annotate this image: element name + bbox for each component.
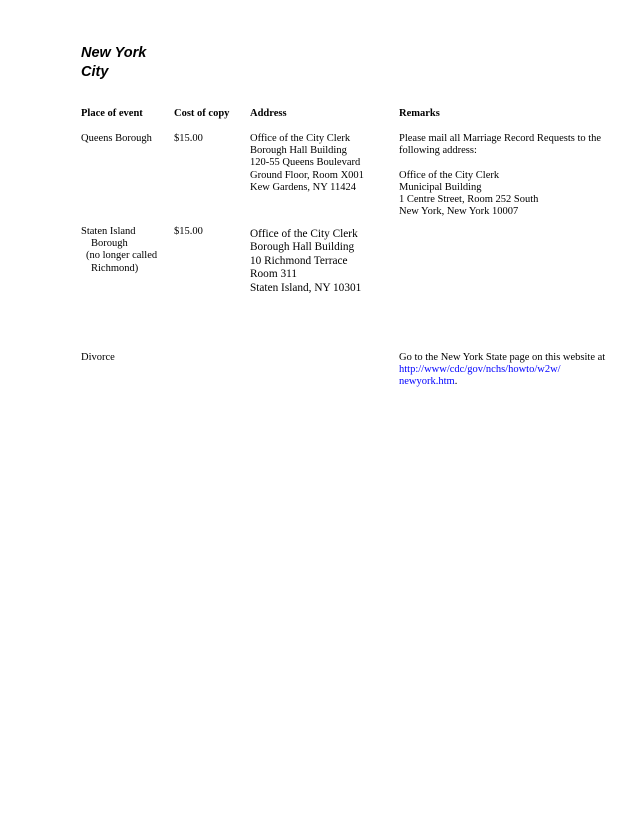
row-queens-address xyxy=(250,133,398,194)
place-line: Queens Borough xyxy=(81,133,152,144)
link-suffix: . xyxy=(454,376,458,388)
address-line: Kew Gardens, NY 11424 xyxy=(250,181,356,193)
remarks-line: Go to the New York State page on this website at xyxy=(399,352,606,363)
address-line: Borough Hall Building xyxy=(250,241,355,254)
header-remarks: Remarks xyxy=(399,108,440,119)
page-title-line: City xyxy=(81,64,109,80)
remarks-line: Please mail all Marriage Record Requests to the xyxy=(399,133,602,144)
nchs-link-url[interactable]: http://www/cdc/gov/nchs/howto/w2w/ xyxy=(399,364,561,376)
remarks-link-line[interactable] xyxy=(399,364,614,376)
row-staten-island-cost xyxy=(174,226,246,238)
cost-value: $15.00 xyxy=(174,133,203,144)
remarks-line: Municipal Building xyxy=(399,181,482,193)
remarks-blank-line xyxy=(399,157,614,169)
place-line: Divorce xyxy=(81,352,115,363)
remarks-line: 1 Centre Street, Room 252 South xyxy=(399,194,539,205)
remarks-link-line[interactable] xyxy=(399,376,614,388)
remarks-line: New York, New York 10007 xyxy=(399,206,519,218)
address-line: Office of the City Clerk xyxy=(250,228,358,240)
address-line: 10 Richmond Terrace xyxy=(250,254,348,267)
header-place-of-event: Place of event xyxy=(81,108,143,119)
nchs-link-url-continued[interactable]: newyork.htm xyxy=(399,376,455,388)
remarks-line: following address: xyxy=(399,145,477,157)
address-line: Borough Hall Building xyxy=(250,145,347,157)
place-line: Richmond) xyxy=(91,262,139,274)
place-line: Staten Island xyxy=(81,226,136,237)
address-line: Staten Island, NY 10301 xyxy=(250,281,362,294)
row-divorce-remarks xyxy=(399,352,614,389)
row-queens-cost xyxy=(174,133,246,145)
address-line: 120-55 Queens Boulevard xyxy=(250,157,361,169)
place-line: (no longer called xyxy=(86,250,158,262)
row-staten-island-address xyxy=(250,228,398,295)
address-line: Room 311 xyxy=(250,268,297,281)
row-staten-island-place xyxy=(81,226,173,275)
cost-value: $15.00 xyxy=(174,226,203,237)
page-title-line: New York xyxy=(81,45,147,61)
row-divorce-place xyxy=(81,352,173,364)
address-line: Ground Floor, Room X001 xyxy=(250,169,364,181)
row-queens-place xyxy=(81,133,173,145)
row-queens-remarks xyxy=(399,133,614,218)
address-line: Office of the City Clerk xyxy=(250,133,351,144)
page-title xyxy=(81,44,201,82)
header-address: Address xyxy=(250,108,287,119)
place-line: Borough xyxy=(91,238,128,250)
remarks-line: Office of the City Clerk xyxy=(399,169,500,181)
header-cost-of-copy: Cost of copy xyxy=(174,108,230,119)
